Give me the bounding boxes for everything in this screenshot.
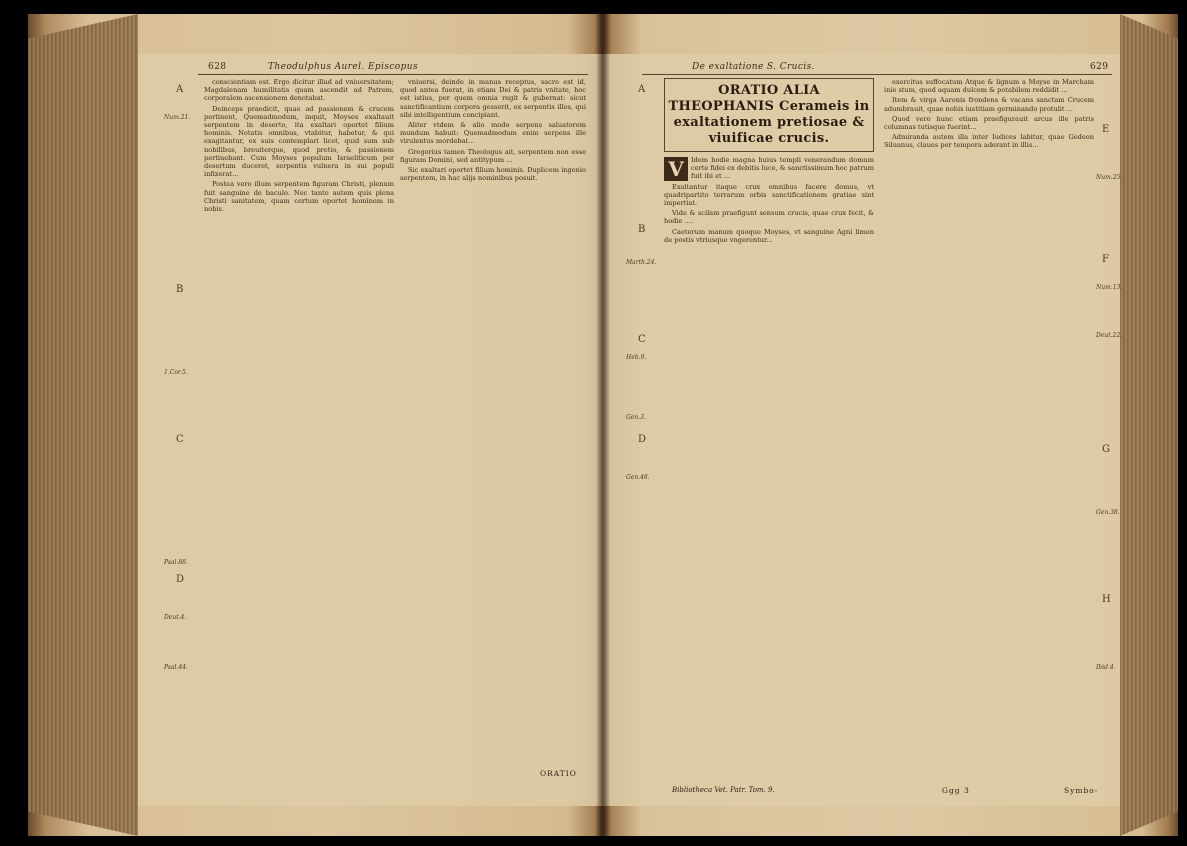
- right-page-edges: [1120, 14, 1178, 836]
- left-margin-letter-a: A: [176, 84, 184, 95]
- left-running-head: Theodulphus Aurel. Episcopus: [268, 62, 419, 72]
- paragraph: Admiranda autem illa inter Iudices labitur, quae Gedeon Siluanus, claues per tempora aderant in illis...: [884, 133, 1094, 150]
- right-margin-ref: Gen.38.: [1096, 509, 1120, 516]
- right-margin-letter-h: H: [1102, 594, 1111, 605]
- paragraph: Aliter vtdem & alio modo serpens saluatorem mundum habuit: Quemadmodum enim serpens ille virulentus mordebat...: [400, 121, 586, 146]
- left-page-edges: [28, 14, 138, 836]
- right-margin-letter-c: C: [638, 334, 646, 345]
- paragraph: Idem hodie magna huius templi venerandum domum certe fidei ex debitis luce, & sanctissimum hoc patrum fuit ibi et ...: [691, 156, 874, 181]
- paragraph: Quod vero hunc etiam praefigurauit arcus ille patris columnas tutisque fuerint...: [884, 114, 1094, 132]
- left-margin-letter-d: D: [176, 574, 185, 585]
- paragraph: Postea vero illum serpentem figuram Christi, plenum fuit sanguine de baculo. Nec tanto autem quis plena Christi sanitatem, quam certum oportet hominem in nobis.: [204, 180, 394, 214]
- paragraph: Item & virga Aaronis frondens & vacans sanctam Crucem adumbrauit, quae nobis iustitiam germinando protulit ...: [884, 96, 1094, 113]
- signature-mark: Ggg 3: [942, 786, 970, 795]
- right-margin-ref: Num.25.: [1096, 174, 1123, 181]
- right-margin-letter-g: G: [1102, 444, 1110, 455]
- right-column-2: [884, 78, 1094, 778]
- open-book: [28, 14, 1178, 836]
- drop-cap: V: [664, 157, 688, 181]
- opening-paragraph: [664, 156, 874, 181]
- left-margin-ref: Deut.4.: [164, 614, 187, 621]
- right-margin-ref: Deut.22.: [1096, 332, 1123, 339]
- paragraph: conscientiam est. Ergo dicitur illud ad vniuersitatem; Magdalenam humilitatis quam ascendit ad Patrem, corporalem ascensionem denotabat.: [204, 78, 394, 103]
- left-margin-letter-c: C: [176, 434, 184, 445]
- paragraph: exercitus suffocatum Atque & lignum a Moyse in Marcham inie stum, quod aquam dulcem & potabilem reddidit ...: [884, 78, 1094, 95]
- left-margin-ref: Psal.88.: [164, 559, 188, 566]
- right-margin-ref: Num.13.: [1096, 284, 1123, 291]
- paragraph: Gregorius tamen Theologus ait, serpentem non esse figuram Domini, sed antitypum ...: [400, 147, 586, 164]
- right-margin-letter-b: B: [638, 224, 646, 235]
- oration-title: ORATIO ALIA THEOPHANIS Cerameis in exaltationem pretiosae & viuificae crucis.: [668, 83, 870, 146]
- right-margin-ref: Gen.3.: [626, 414, 646, 421]
- left-margin-letter-b: B: [176, 284, 184, 295]
- left-column-1: [204, 78, 394, 778]
- right-margin-letter-f: F: [1102, 254, 1109, 265]
- right-margin-letter-e: E: [1102, 124, 1110, 135]
- right-head-rule: [642, 74, 1112, 75]
- right-margin-ref: Heb.9.: [626, 354, 647, 361]
- paragraph: Vide & scilam praefigunt sensum crucis, quae crux fecit, & hodie ....: [664, 209, 874, 226]
- left-folio: 628: [208, 62, 227, 72]
- right-running-head: De exaltatione S. Crucis.: [692, 62, 815, 72]
- right-margin-ref: Gen.48.: [626, 474, 650, 481]
- right-page: [602, 14, 1178, 836]
- right-margin-ref: Marth.24.: [626, 259, 657, 266]
- left-head-rule: [198, 74, 588, 75]
- right-folio: 629: [1090, 62, 1109, 72]
- left-margin-ref: Num.21.: [164, 114, 191, 121]
- paragraph: Caeterum manum quoque Moyses, vt sanguine Agni limen de postis vtriusque vngerentur...: [664, 227, 874, 244]
- oration-title-box: [664, 78, 874, 152]
- paragraph: Exaltantur itaque crux omnibus facere domus, vt quadripartito terrarum orbis sanctificationem gratiae sint impertiat.: [664, 182, 874, 208]
- right-catchword: Symbo-: [1064, 786, 1099, 795]
- right-column-1: [664, 78, 874, 778]
- left-margin-ref: Psal.44.: [164, 664, 188, 671]
- right-margin-letter-a: A: [638, 84, 646, 95]
- left-page: [28, 14, 602, 836]
- left-column-2: [400, 78, 586, 758]
- paragraph: Deinceps praedicit, quae ad passionem & crucem pertinent, Quemadmodum, inquit, Moyses exaltauit serpentem in deserto, ita exaltari oportet filium hominis. Notatis omnibus, vtabitur, habetur, & qui exagitantur, ex suis contemplari licet, quid sum sub nobilibus, breuiterque, quod pretio, & passionem pertinebant. Cum Moyses populum Israeliticum per desertum duceret, serpentis vulnera in sui populi infixerat...: [204, 104, 394, 179]
- left-margin-ref: 1.Cor.5.: [164, 369, 188, 376]
- right-margin-ref: Ibid.4.: [1096, 664, 1116, 671]
- left-catchword: ORATIO: [540, 769, 577, 778]
- book-gutter: [596, 14, 610, 836]
- paragraph: vniuersi, deinde in manus receptus, sacro est id, quod antea fuerat, in etiam Dei & patris vnitate, hoc est istius, per quem omnia regit & gubernat: sicut sanctificantium corpora gesserit, ex serpentis illos, qui sibi intelligentium concipiant.: [400, 78, 586, 119]
- right-margin-letter-d: D: [638, 434, 647, 445]
- footer-imprint: Bibliotheca Vet. Patr. Tom. 9.: [672, 786, 775, 794]
- paragraph: Sic exaltari oportet filium hominis. Duplicem ingenio serpentem, in hac alijs nominibus posuit.: [400, 166, 586, 183]
